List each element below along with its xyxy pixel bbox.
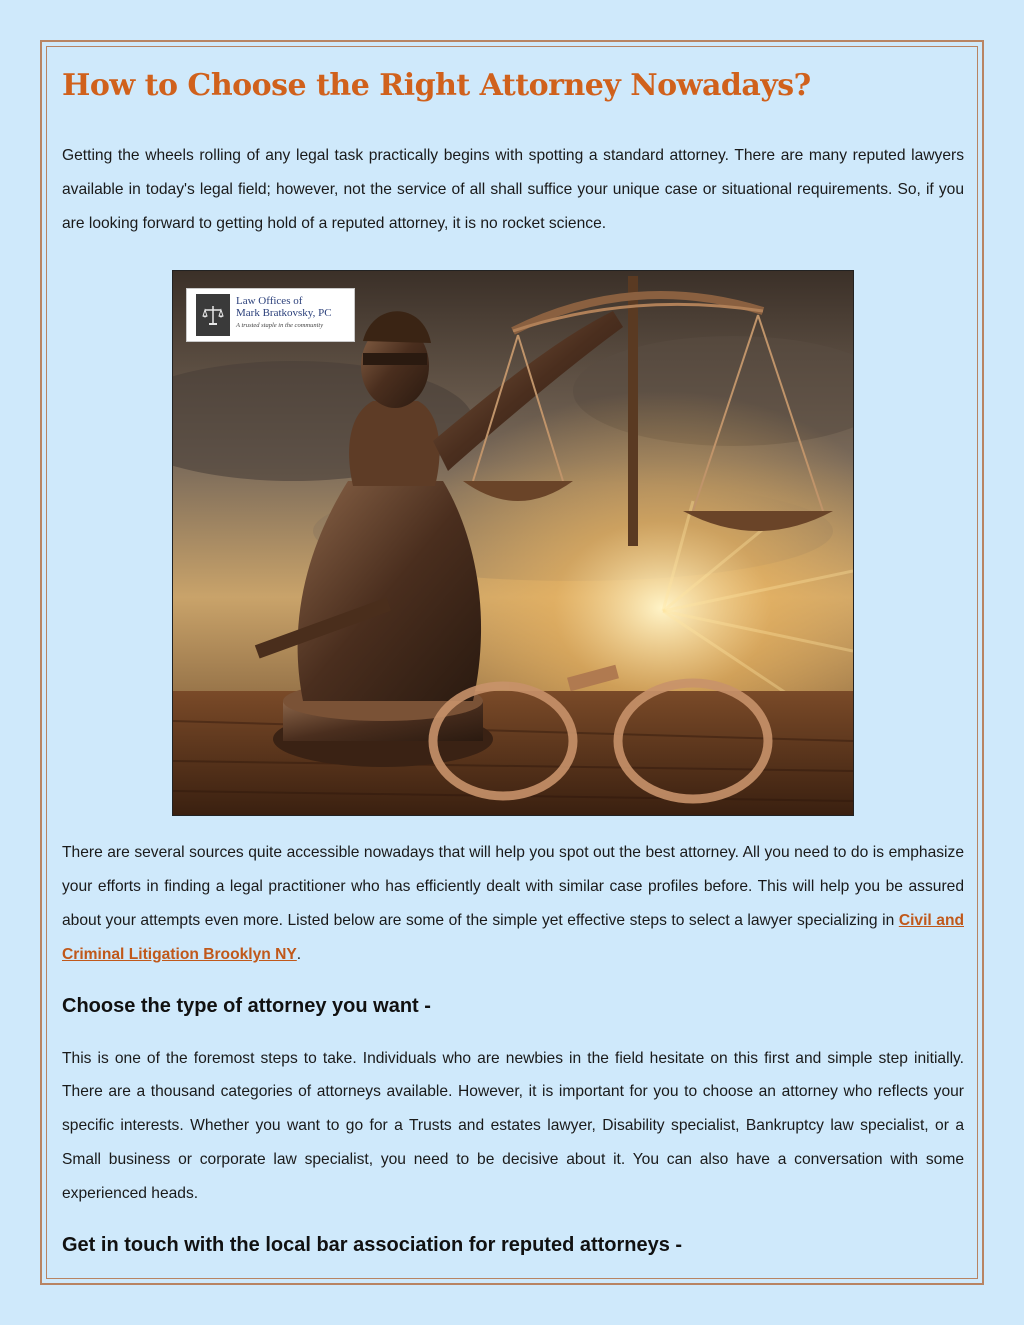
- page-title: How to Choose the Right Attorney Nowadays?: [62, 68, 811, 103]
- page-border: [40, 40, 984, 1285]
- sources-paragraph-text: There are several sources quite accessible nowadays that will help you spot out the best attorney. All you need to do is emphasize your efforts in finding a legal practitioner who has efficiently dealt with similar case profiles before. This will help you be assured about your attempts even more. Listed below are some of the simple yet effective steps to select a lawyer specializing in: [62, 844, 964, 929]
- section-heading-attorney-type: Choose the type of attorney you want -: [62, 994, 431, 1017]
- sources-paragraph: [62, 836, 964, 971]
- logo-line-1: Law Offices of: [236, 295, 303, 308]
- article: [62, 64, 964, 1260]
- sources-paragraph-end: .: [296, 945, 302, 963]
- civil-criminal-litigation-link[interactable]: Civil and Criminal Litigation Brooklyn NY: [62, 911, 964, 963]
- law-office-logo: [186, 288, 355, 342]
- lady-justice-illustration: [173, 271, 853, 815]
- logo-tagline: A trusted staple in the community: [236, 322, 324, 330]
- hero-image: [172, 270, 854, 816]
- logo-line-2: Mark Bratkovsky, PC: [236, 307, 332, 320]
- section-heading-bar-association: Get in touch with the local bar association for reputed attorneys -: [62, 1233, 683, 1256]
- intro-paragraph: Getting the wheels rolling of any legal task practically begins with spotting a standard attorney. There are many reputed lawyers available in today's legal field; however, not the service of all shall suffice your unique case or situational requirements. So, if you are looking forward to getting hold of a reputed attorney, it is no rocket science.: [62, 147, 964, 232]
- scales-of-justice-icon: [196, 294, 230, 336]
- attorney-type-paragraph: This is one of the foremost steps to take. Individuals who are newbies in the field hesitate on this first and simple step initially. There are a thousand categories of attorneys available. However, it is important for you to choose an attorney who reflects your specific interests. Whether you want to go for a Trusts and estates lawyer, Disability specialist, Bankruptcy law specialist, or a Small business or corporate law specialist, you need to be decisive about it. You can also have a conversation with some experienced heads.: [62, 1049, 964, 1202]
